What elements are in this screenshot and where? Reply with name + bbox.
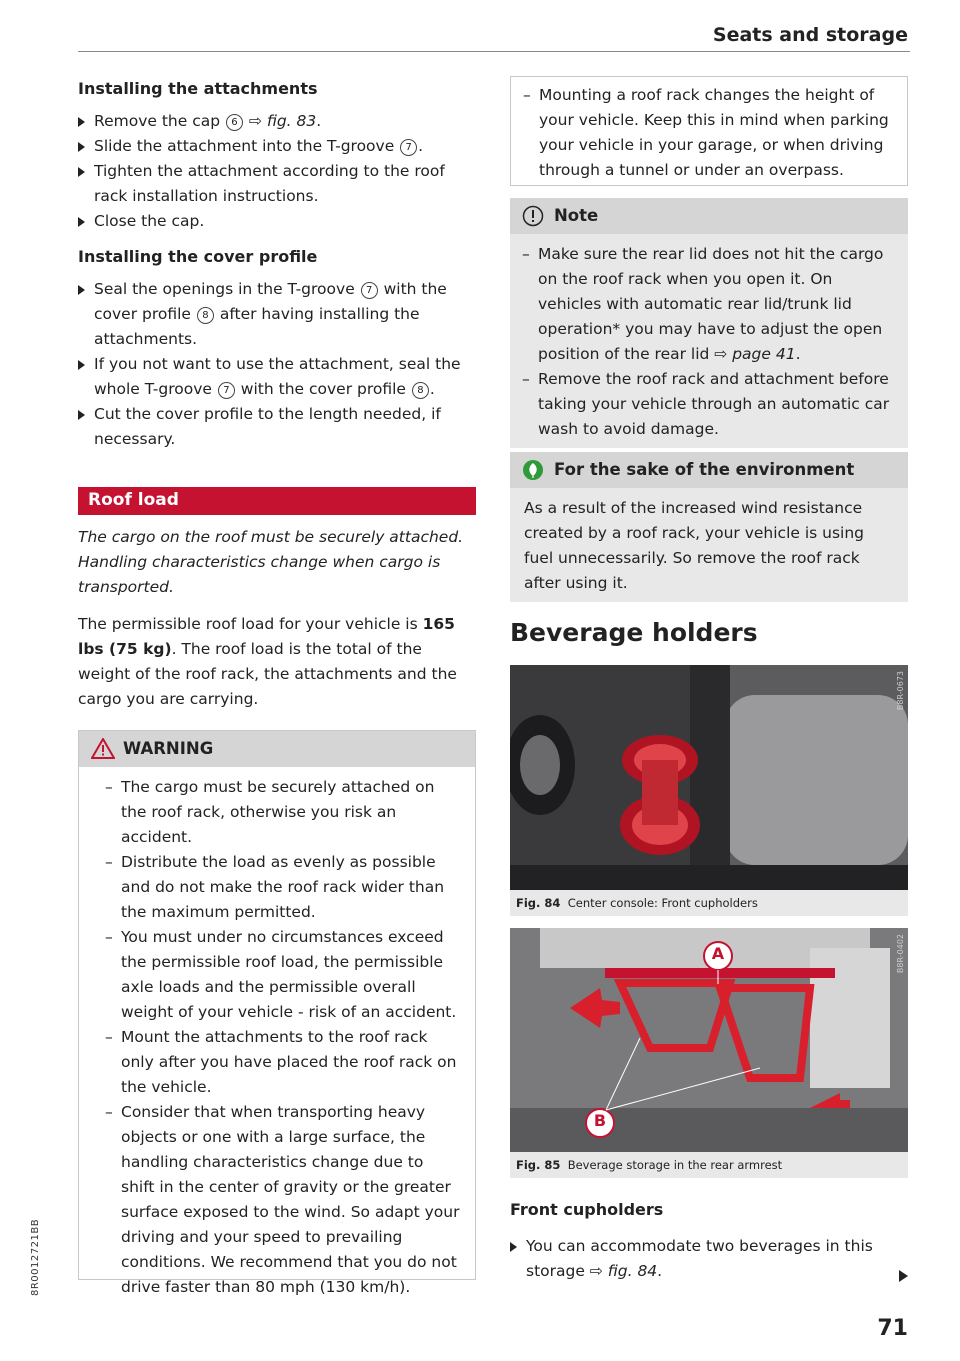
info-icon (522, 205, 544, 227)
note-list (510, 234, 908, 448)
dash-mark: – (105, 1103, 113, 1121)
dash-mark: – (522, 370, 530, 388)
environment-title: For the sake of the environment (554, 460, 855, 479)
attach-item-ref: fig. 83 (266, 112, 317, 130)
cover-item-text-c: . (429, 380, 435, 398)
fig84-caption (516, 896, 758, 910)
warning-item-text: The cargo must be securely attached on the roof rack, otherwise you risk an accident. (121, 778, 435, 846)
warning-item (93, 1025, 461, 1100)
attach-item-post: . (418, 137, 424, 155)
callout-number: 7 (400, 139, 417, 156)
warning-item-text: Consider that when transporting heavy objects or one with a large surface, the handling characteristics change due to shift in the center of gravity or the greater surface exposed to the wind. So adapt your driving and your speed to prevailing conditions. We recommend that you do not drive faster than 80 mph (130 km/h). (121, 1103, 460, 1296)
cover-item-text: Cut the cover profile to the length needed, if necessary. (94, 405, 441, 448)
fig84-code: B8R-0673 (896, 671, 905, 711)
side-code: 8R0012721BB (30, 1218, 41, 1296)
roof-section (78, 525, 476, 712)
roof-paragraph (78, 612, 476, 712)
roof-para-pre: The permissible roof load for your vehicle is (78, 615, 423, 633)
dash-mark: – (105, 1028, 113, 1046)
roof-intro: The cargo on the roof must be securely attached. Handling characteristics change when cargo is transported. (78, 528, 464, 596)
attach-item (78, 134, 476, 159)
callout-number: 6 (226, 114, 243, 131)
warning-item (93, 1100, 461, 1300)
attach-item-end: . (316, 112, 322, 130)
note-title: Note (554, 206, 599, 225)
callout-number: 7 (218, 382, 235, 399)
dash-mark: – (105, 928, 113, 946)
environment-header (510, 452, 908, 488)
continue-arrow-icon (899, 1270, 908, 1282)
cover-item (78, 277, 476, 352)
note-item (510, 242, 898, 367)
attach-item-text: Remove the cap (94, 112, 225, 130)
note-item-ref: page 41 (732, 345, 796, 363)
center-console-illustration (510, 665, 908, 890)
front-item-pre: You can accommodate two beverages in this storage ⇨ (526, 1237, 873, 1280)
warning-continued-box (510, 76, 908, 186)
left-column (78, 76, 476, 452)
cover-item-text-b: with the cover profile (235, 380, 411, 398)
front-cupholders-heading: Front cupholders (510, 1200, 664, 1219)
note-box (510, 198, 908, 448)
bullet-arrow-icon (78, 360, 85, 370)
attach-list (78, 109, 476, 234)
attach-item (78, 109, 476, 134)
environment-box (510, 452, 908, 602)
beverage-heading: Beverage holders (510, 618, 758, 647)
warning-item-text: Distribute the load as evenly as possible and do not make the roof rack wider than the maximum permitted. (121, 853, 445, 921)
front-item-ref: fig. 84 (607, 1262, 658, 1280)
attach-item-text: Slide the attachment into the T-groove (94, 137, 400, 155)
header-title: Seats and storage (712, 24, 908, 46)
fig85-caption-bar (510, 1152, 908, 1178)
attach-item (78, 159, 476, 209)
dash-mark: – (105, 853, 113, 871)
front-item-end: . (657, 1262, 663, 1280)
attach-item-post: ⇨ (243, 112, 267, 130)
fig84-caption-text: Center console: Front cupholders (567, 896, 758, 910)
fig85-caption (516, 1158, 782, 1172)
fig85-image (510, 928, 908, 1152)
dash-mark: – (105, 778, 113, 796)
warning-title: WARNING (123, 739, 214, 758)
roof-load-title: Roof load (88, 490, 179, 510)
callout-b: B (593, 1111, 607, 1130)
roof-load-band (78, 487, 476, 515)
attach-item (78, 209, 476, 234)
warning-continued-text: Mounting a roof rack changes the height of your vehicle. Keep this in mind when parking your vehicle in your garage, or when driving through a tunnel or under an overpass. (539, 86, 889, 179)
warning-list (79, 767, 475, 1306)
environment-icon (522, 459, 544, 481)
header-rule (78, 51, 910, 52)
callout-number: 8 (197, 307, 214, 324)
roof-para-bold: 165 lbs (75 kg) (78, 615, 455, 658)
warning-item-text: You must under no circumstances exceed the permissible roof load, the permissible axle loads and the permissible overall weight of your vehicle - risk of an accident. (121, 928, 457, 1021)
cover-item-text-c: after having installing the attachments. (94, 305, 420, 348)
callout-number: 7 (361, 282, 378, 299)
warning-header (79, 731, 475, 767)
bullet-arrow-icon (78, 217, 85, 227)
fig85-code: B8R-0402 (896, 934, 905, 974)
fig84-caption-bar (510, 890, 908, 916)
fig85-caption-text: Beverage storage in the rear armrest (567, 1158, 783, 1172)
roof-para-post: . The roof load is the total of the weight of the roof rack, the attachments and the cargo you are carrying. (78, 640, 457, 708)
fig84-image (510, 665, 908, 890)
note-item-end: . (795, 345, 801, 363)
note-item-text: Make sure the rear lid does not hit the cargo on the roof rack when you open it. On vehicles with automatic rear lid/trunk lid operation* you may have to adjust the open position of the rear lid ⇨ (538, 245, 884, 363)
cover-heading: Installing the cover profile (78, 247, 318, 266)
fig84-label: Fig. 84 (516, 896, 561, 910)
environment-text: As a result of the increased wind resistance created by a roof rack, your vehicle is using fuel unnecessarily. So remove the roof rack after using it. (510, 488, 908, 602)
front-cupholders-item (510, 1234, 896, 1284)
warning-item (93, 925, 461, 1025)
cover-item-text: If you not want to use the attachment, seal the whole T-groove (94, 355, 461, 398)
warning-item (93, 850, 461, 925)
bullet-arrow-icon (510, 1242, 517, 1252)
cover-item (78, 402, 476, 452)
callout-a: A (711, 944, 725, 963)
bullet-arrow-icon (78, 117, 85, 127)
cover-item-text: Seal the openings in the T-groove (94, 280, 360, 298)
note-header (510, 198, 908, 234)
warning-triangle-icon (91, 738, 115, 759)
cover-list (78, 277, 476, 452)
warning-item (93, 775, 461, 850)
attach-heading: Installing the attachments (78, 79, 318, 98)
page-number: 71 (877, 1316, 908, 1341)
warning-box (78, 730, 476, 1296)
bullet-arrow-icon (78, 142, 85, 152)
cover-item-text-b: with the cover profile (94, 280, 447, 323)
bullet-arrow-icon (78, 410, 85, 420)
note-item-text: Remove the roof rack and attachment before taking your vehicle through an automatic car wash to avoid damage. (538, 370, 890, 438)
warning-continued-item: – Mounting a roof rack changes the height of your vehicle. Keep this in mind when parking your vehicle in your garage, or when driving through a tunnel or under an overpass. (523, 86, 889, 179)
warning-item-text: Mount the attachments to the roof rack only after you have placed the roof rack on the vehicle. (121, 1028, 457, 1096)
attach-item-text: Tighten the attachment according to the roof rack installation instructions. (94, 162, 445, 205)
fig85-label: Fig. 85 (516, 1158, 561, 1172)
callout-number: 8 (412, 382, 429, 399)
note-item (510, 367, 898, 442)
bullet-arrow-icon (78, 285, 85, 295)
cover-item (78, 352, 476, 402)
bullet-arrow-icon (78, 167, 85, 177)
attach-item-text: Close the cap. (94, 212, 205, 230)
dash-mark: – (522, 245, 530, 263)
